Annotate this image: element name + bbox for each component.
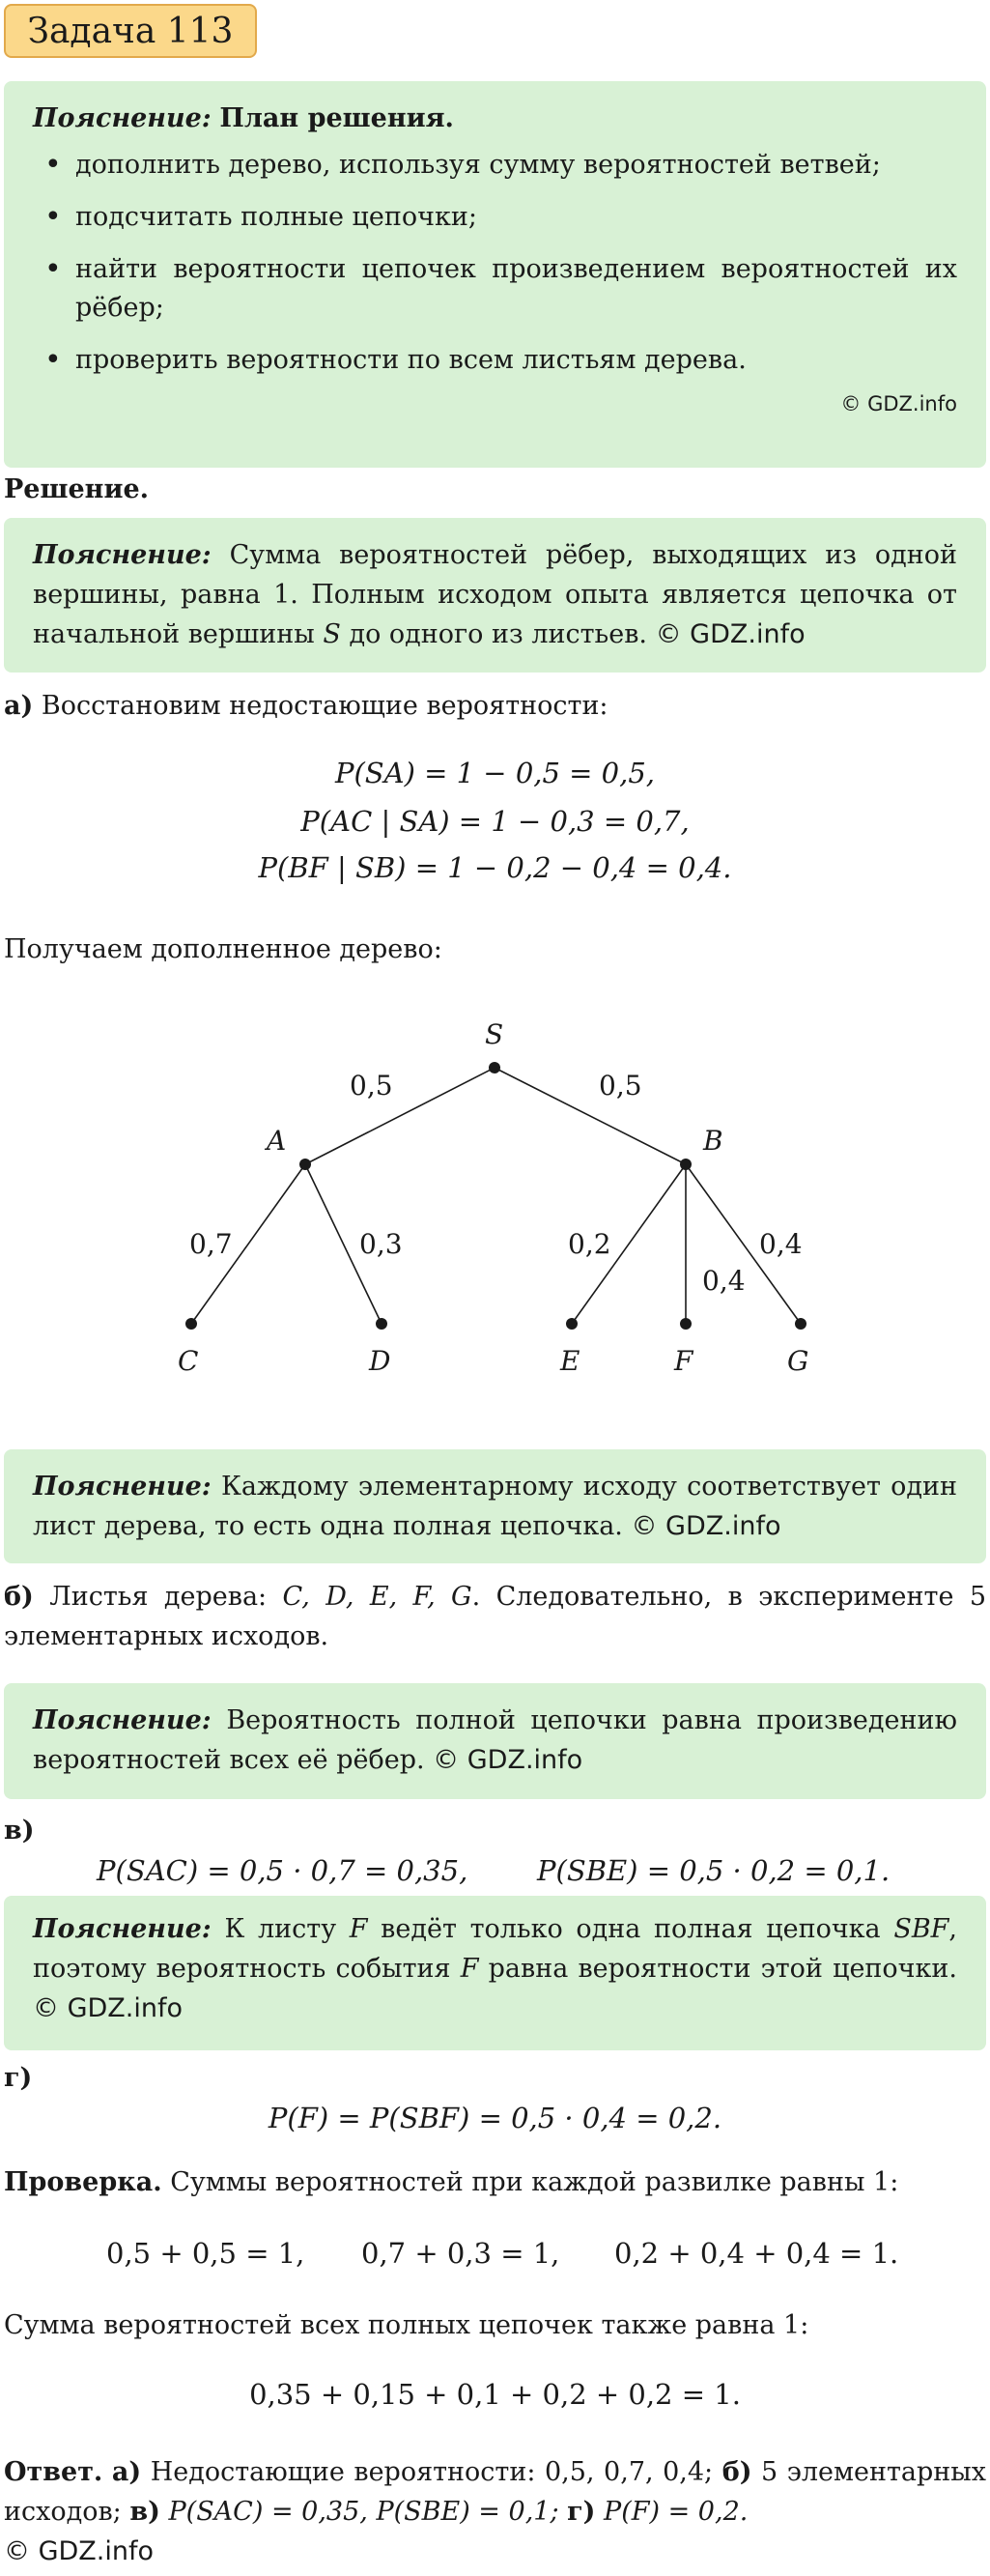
answer-g-label: г): [567, 2497, 596, 2527]
node-f: [680, 1318, 692, 1330]
answer-label: Ответ.: [4, 2457, 103, 2487]
equation-pac: P(AC | SA) = 1 − 0,3 = 0,7,: [300, 805, 690, 838]
node-label-a: A: [267, 1125, 287, 1157]
edge-sb: [495, 1068, 686, 1164]
part-g-label: г): [4, 2063, 33, 2093]
equation-psbe: P(SBE) = 0,5 · 0,2 = 0,1.: [537, 1854, 891, 1887]
node-d: [376, 1318, 387, 1330]
note3-watermark: © GDZ.info: [433, 1745, 583, 1775]
note2-head: Пояснение:: [33, 1472, 212, 1502]
note4-watermark: © GDZ.info: [33, 1993, 184, 2023]
equation-pf: P(F) = P(SBF) = 0,5 · 0,4 = 0,2.: [268, 2102, 722, 2134]
note1-head: Пояснение:: [33, 540, 212, 570]
answer-a-text: Недостающие вероятности: 0,5, 0,7, 0,4;: [141, 2457, 722, 2487]
probability-tree: [0, 1005, 990, 1391]
check-sum-b: 0,2 + 0,4 + 0,4 = 1.: [614, 2237, 899, 2270]
note-leaf-f: [4, 1896, 986, 2050]
check-sum-a: 0,7 + 0,3 = 1,: [361, 2237, 560, 2270]
node-s: [489, 1062, 500, 1073]
plan-item: • подсчитать полные цепочки;: [33, 198, 957, 237]
note4-t2: ведёт только одна полная цепочка: [367, 1914, 894, 1944]
note-elementary-outcome: [4, 1449, 986, 1563]
plan-item: • дополнить дерево, используя сумму вероятностей ветвей;: [33, 146, 957, 185]
check-intro: [4, 2162, 986, 2202]
part-a-intro: [4, 686, 986, 726]
part-v-label: в): [4, 1816, 35, 1846]
answer: [4, 2452, 986, 2571]
note4-head: Пояснение:: [33, 1914, 212, 1944]
note2-text: Каждому элементарному исходу соответствует один лист дерева, то есть одна полная цепочка.: [33, 1472, 957, 1541]
node-label-c: C: [178, 1345, 199, 1377]
check-text2: Сумма вероятностей всех полных цепочек также равна 1:: [4, 2310, 809, 2340]
plan-note-title: План решения.: [219, 103, 454, 133]
part-b-label: б): [4, 1582, 34, 1612]
note1-text-before: Сумма вероятностей рёбер, выходящих из одной вершины, равна 1. Полным исходом опыта является цепочка от начальной вершины: [33, 540, 957, 649]
node-c: [185, 1318, 197, 1330]
node-label-e: E: [560, 1345, 580, 1377]
check-label: Проверка.: [4, 2167, 162, 2197]
answer-watermark: © GDZ.info: [4, 2536, 155, 2566]
tree-caption: Получаем дополненное дерево:: [4, 934, 442, 964]
node-b: [680, 1159, 692, 1170]
task-title-badge: [4, 4, 257, 58]
answer-a-label: а): [111, 2457, 142, 2487]
part-b-text-after: . Следовательно, в эксперименте 5 элементарных исходов.: [4, 1582, 986, 1651]
plan-watermark: © GDZ.info: [840, 392, 957, 415]
part-a-label: а): [4, 691, 34, 721]
edge-label-bf: 0,4: [702, 1265, 746, 1297]
note2-watermark: © GDZ.info: [631, 1511, 781, 1541]
answer-b-label: б): [721, 2457, 752, 2487]
node-label-g: G: [787, 1345, 809, 1377]
answer-v-text: P(SAC) = 0,35, P(SBE) = 0,1;: [159, 2497, 568, 2527]
note4-t1: К листу: [211, 1914, 350, 1944]
node-label-s: S: [485, 1018, 504, 1050]
edge-label-sb: 0,5: [599, 1070, 642, 1102]
plan-note-head: Пояснение:: [33, 103, 212, 133]
plan-item: • проверить вероятности по всем листьям дерева.: [33, 341, 957, 380]
equation-psa: P(SA) = 1 − 0,5 = 0,5,: [334, 757, 656, 789]
check-total: 0,35 + 0,15 + 0,1 + 0,2 + 0,2 = 1.: [249, 2378, 741, 2411]
note4-t4: равна вероятности этой цепочки.: [478, 1954, 957, 1984]
equation-psac: P(SAC) = 0,5 · 0,7 = 0,35,: [97, 1854, 468, 1887]
note1-watermark: © GDZ.info: [655, 619, 806, 649]
answer-b-text: 5 элементарных исходов;: [4, 2457, 986, 2527]
note3-text: Вероятность полной цепочки равна произведению вероятностей всех её рёбер.: [33, 1705, 957, 1775]
note1-text-after: до одного из листьев.: [340, 619, 656, 649]
answer-v-label: в): [129, 2497, 160, 2527]
plan-note: [4, 81, 986, 468]
note4-v3: F: [460, 1954, 479, 1984]
node-e: [566, 1318, 578, 1330]
part-b: [4, 1577, 986, 1656]
note4-v1: F: [349, 1914, 368, 1944]
check-text: Суммы вероятностей при каждой развилке равны 1:: [161, 2167, 899, 2197]
part-b-text-before: Листья дерева:: [33, 1582, 283, 1612]
plan-list: [33, 146, 957, 380]
edge-label-be: 0,2: [568, 1228, 611, 1260]
note-chain-probability: [4, 1683, 986, 1799]
note4-v2: SBF: [893, 1914, 949, 1944]
node-a: [299, 1159, 311, 1170]
edge-sa: [305, 1068, 495, 1164]
note1-var: S: [323, 619, 341, 649]
part-a-text: Восстановим недостающие вероятности:: [33, 691, 608, 721]
solution-label: Решение.: [4, 474, 150, 504]
edge-label-ad: 0,3: [359, 1228, 403, 1260]
note4-t3: , поэтому вероятность события: [33, 1914, 957, 1984]
check-sum-root: 0,5 + 0,5 = 1,: [106, 2237, 305, 2270]
node-label-d: D: [369, 1345, 391, 1377]
plan-item: • найти вероятности цепочек произведением вероятностей их рёбер;: [33, 250, 957, 328]
edge-label-ac: 0,7: [189, 1228, 233, 1260]
note-sum-probabilities: [4, 518, 986, 673]
node-label-f: F: [674, 1345, 693, 1377]
edge-label-sa: 0,5: [350, 1070, 393, 1102]
node-g: [795, 1318, 806, 1330]
note3-head: Пояснение:: [33, 1705, 212, 1735]
edge-label-bg: 0,4: [759, 1228, 803, 1260]
part-b-leaves: C, D, E, F, G: [282, 1582, 472, 1612]
equation-pbf: P(BF | SB) = 1 − 0,2 − 0,4 = 0,4.: [258, 851, 732, 884]
answer-g-text: P(F) = 0,2.: [595, 2497, 749, 2527]
node-label-b: B: [703, 1125, 723, 1157]
task-title: Задача 113: [27, 11, 234, 51]
